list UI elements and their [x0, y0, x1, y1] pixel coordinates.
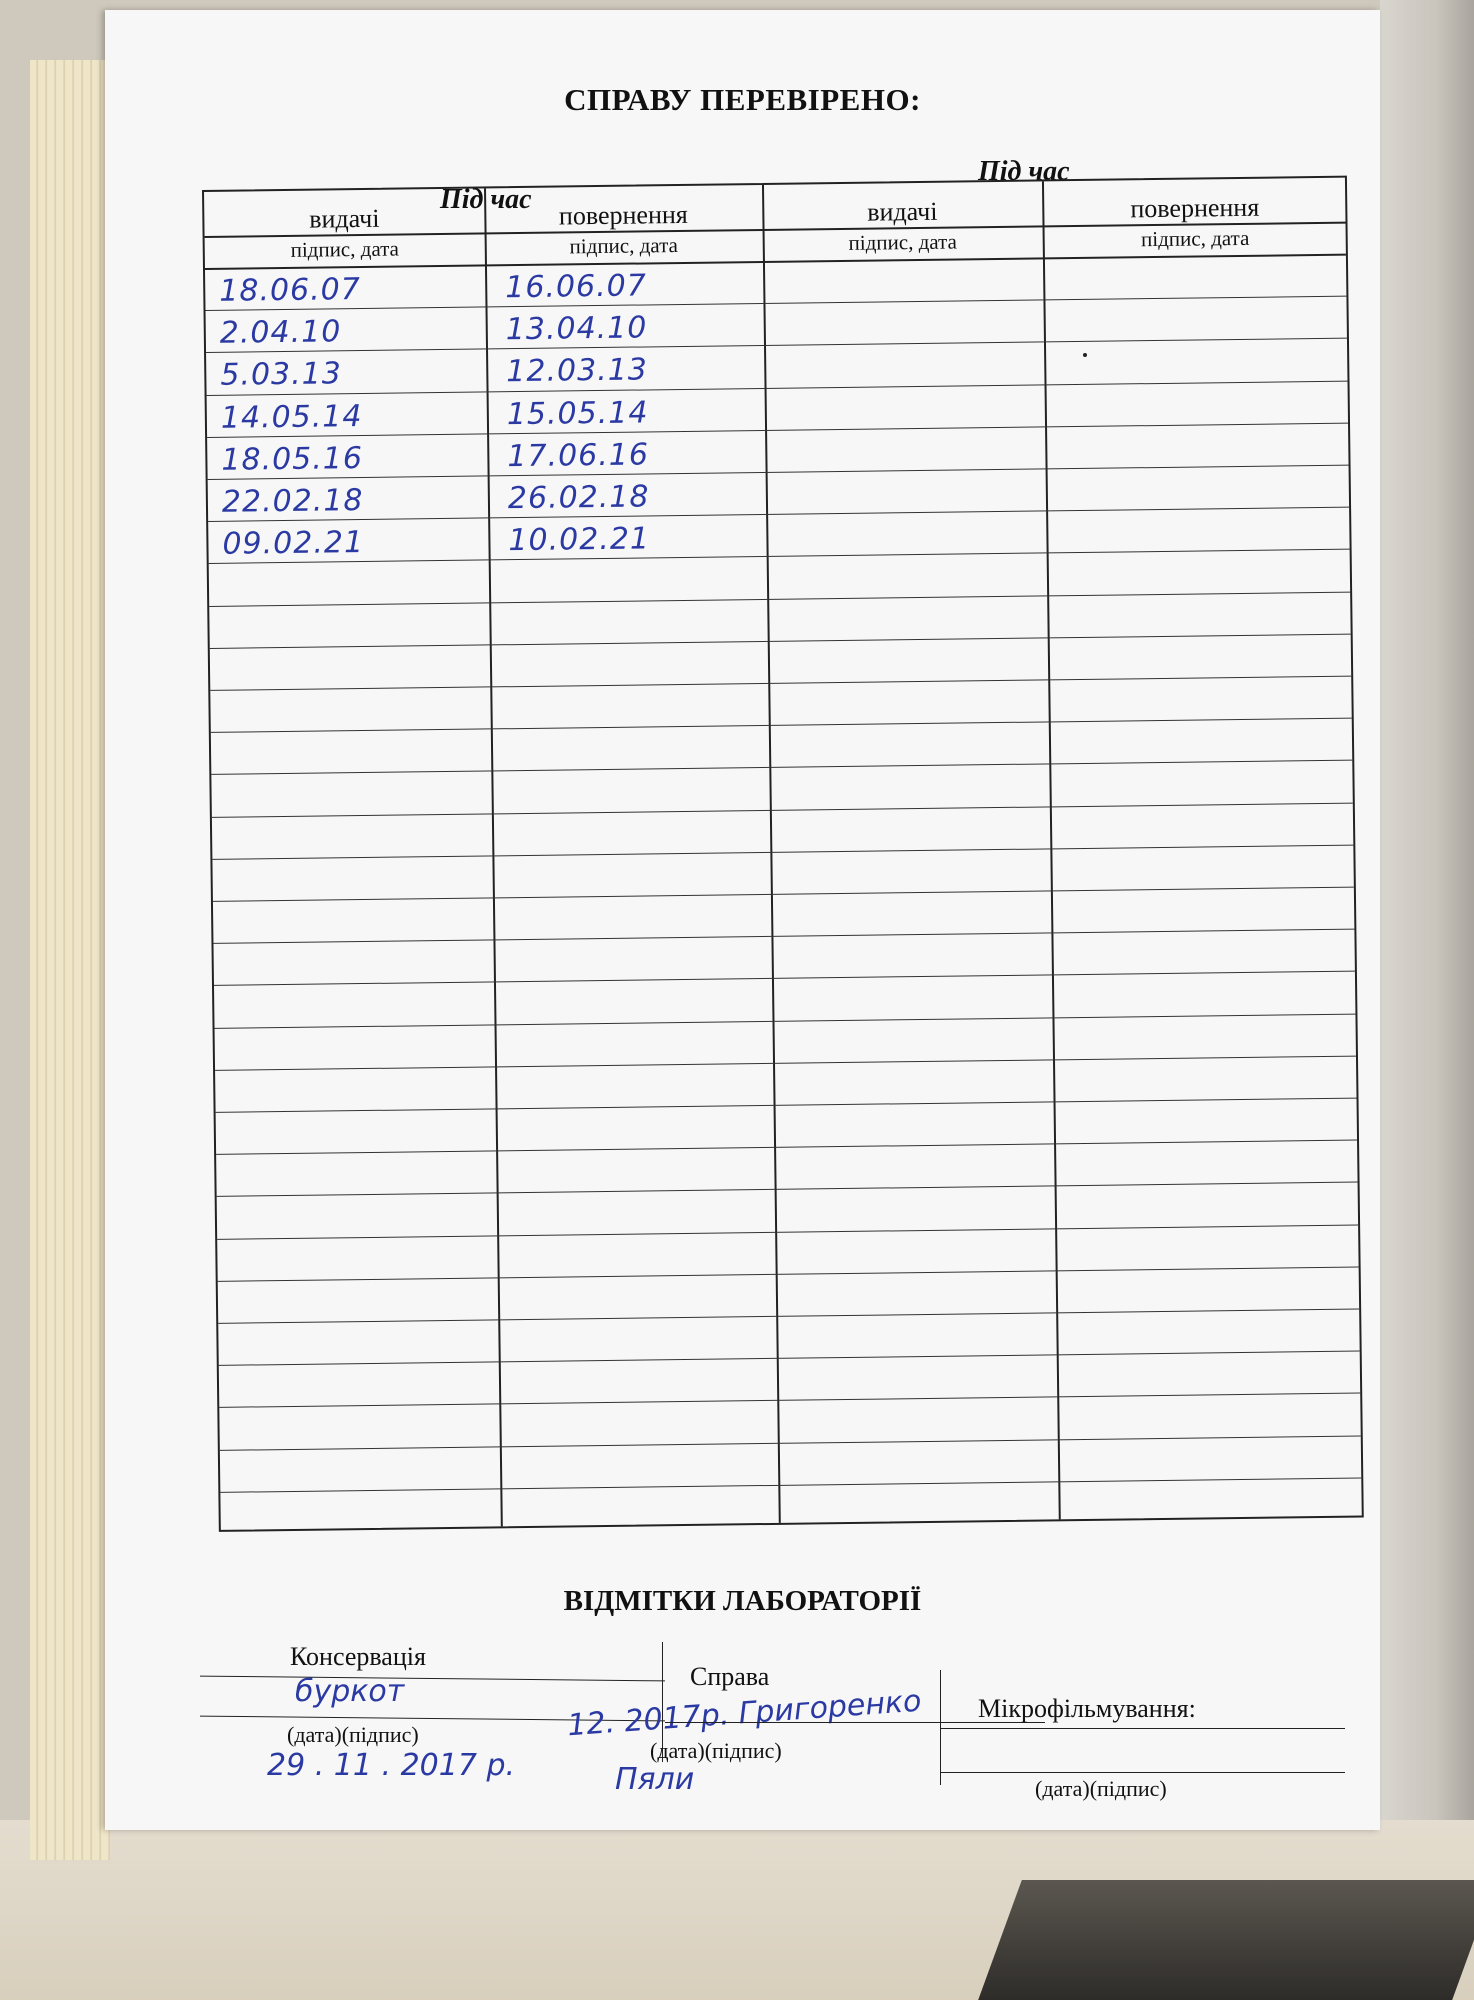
table-row-line — [220, 1477, 1361, 1492]
case-value: 12. 2017р. Григоренко — [566, 1683, 923, 1744]
conservation-value: буркот — [295, 1674, 405, 1709]
table-row-line — [220, 1435, 1361, 1450]
microfilm-label: Мікрофільмування: — [978, 1694, 1196, 1723]
period-label-left: Під час — [440, 184, 532, 215]
issued-date-entry: 09.02.21 — [222, 525, 365, 562]
table-column-divider — [1042, 181, 1061, 1519]
returned-date-entry: 13.04.10 — [505, 310, 648, 348]
microfilm-hint: (дата)(підпис) — [1035, 1776, 1167, 1801]
returned-date-entry: 12.03.13 — [506, 352, 649, 390]
table-row-line — [207, 422, 1348, 437]
microfilm-top-line — [940, 1728, 1345, 1729]
checkout-table — [202, 176, 1364, 1532]
column-header-returned-1: повернення — [558, 199, 688, 231]
table-row-line — [208, 465, 1349, 480]
issued-date-entry: 18.05.16 — [221, 440, 364, 478]
table-row-line — [206, 338, 1347, 353]
conservation-hint: (дата)(підпис) — [287, 1722, 419, 1747]
table-row-line — [209, 549, 1350, 564]
returned-date-entry: 15.05.14 — [506, 395, 649, 432]
table-row-line — [218, 1309, 1359, 1324]
period-label-right: Під час — [978, 156, 1070, 187]
table-row-line — [211, 760, 1352, 775]
background-right — [1380, 0, 1474, 2000]
issued-date-entry: 14.05.14 — [220, 398, 363, 436]
folder-page-edges — [30, 60, 110, 1860]
returned-date-entry: 26.02.18 — [507, 479, 650, 517]
table-row-line — [219, 1393, 1360, 1408]
table-row-line — [207, 380, 1348, 395]
case-signature: Пяли — [615, 1762, 695, 1797]
table-column-divider — [762, 185, 781, 1523]
table-row-line — [219, 1351, 1360, 1366]
table-row-line — [213, 929, 1354, 944]
microfilm-bottom-line — [940, 1772, 1345, 1773]
document-title: СПРАВУ ПЕРЕВІРЕНО: — [564, 82, 921, 117]
background-shadow — [978, 1880, 1474, 2000]
table-row-line — [212, 844, 1353, 859]
table-row-line — [216, 1140, 1357, 1155]
returned-date-entry: 16.06.07 — [505, 268, 648, 306]
table-row-line — [206, 296, 1347, 311]
column-sub-returned-2: підпис, дата — [1140, 225, 1250, 252]
document-sheet — [105, 10, 1380, 1830]
conservation-top-line — [200, 1676, 665, 1682]
issued-date-entry: 18.06.07 — [219, 272, 362, 309]
returned-date-entry: 17.06.16 — [507, 437, 650, 474]
table-row-line — [215, 1013, 1356, 1028]
column-sub-returned-1: підпис, дата — [569, 233, 679, 259]
ink-dot — [1083, 353, 1087, 357]
case-label: Справа — [690, 1662, 770, 1691]
conservation-date: 29 . 11 . 2017 р. — [267, 1748, 516, 1783]
table-row-line — [210, 633, 1351, 648]
table-column-divider — [484, 188, 503, 1526]
case-hint: (дата)(підпис) — [650, 1738, 782, 1763]
issued-date-entry: 22.02.18 — [221, 482, 364, 520]
table-row-line — [213, 887, 1354, 902]
table-row-line — [214, 971, 1355, 986]
table-row-line — [217, 1182, 1358, 1197]
column-header-issued-1: видачі — [309, 203, 380, 234]
table-row-line — [209, 591, 1350, 606]
table-row-line — [208, 507, 1349, 522]
table-row-line — [210, 676, 1351, 691]
issued-date-entry: 2.04.10 — [219, 314, 342, 351]
table-row-line — [211, 718, 1352, 733]
table-row-line — [218, 1266, 1359, 1281]
column-header-returned-2: повернення — [1130, 192, 1260, 224]
table-row-line — [215, 1055, 1356, 1070]
column-header-issued-2: видачі — [867, 196, 938, 227]
table-row-line — [217, 1224, 1358, 1239]
column-sub-issued-2: підпис, дата — [848, 229, 957, 255]
table-row-line — [216, 1098, 1357, 1113]
issued-date-entry: 5.03.13 — [220, 356, 343, 394]
lab-title: ВІДМІТКИ ЛАБОРАТОРІЇ — [563, 1585, 922, 1617]
column-sub-issued-1: підпис, дата — [290, 236, 400, 262]
conservation-label: Консервація — [290, 1642, 426, 1671]
table-row-line — [212, 802, 1353, 817]
returned-date-entry: 10.02.21 — [508, 521, 651, 559]
